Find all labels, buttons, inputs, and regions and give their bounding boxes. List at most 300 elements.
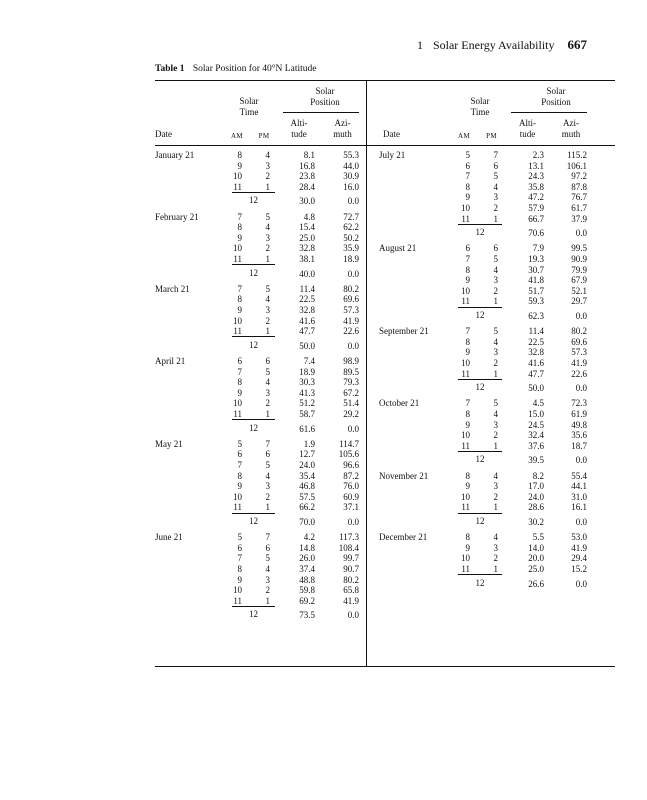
- altitude-value: 59.3: [528, 296, 544, 307]
- azimuth-value: 18.9: [343, 254, 359, 264]
- solar-time-header-line1: Solar: [239, 96, 259, 106]
- noon-separator-rule: [458, 224, 502, 225]
- altitude-value: 15.4: [299, 222, 315, 233]
- altitude-value: 41.8: [528, 275, 544, 286]
- noon-separator-rule: [458, 379, 502, 380]
- date-cell: October 21: [379, 398, 420, 409]
- am-hour: 10: [233, 491, 242, 502]
- date-header: Date: [383, 129, 400, 139]
- altitude-value: 59.8: [299, 585, 315, 596]
- pm-hour: 2: [265, 315, 270, 326]
- altitude-value: 32.8: [299, 243, 315, 254]
- noon-altitude: 26.6: [528, 578, 544, 589]
- azimuth-value: 72.3: [571, 398, 587, 409]
- noon-altitude: 39.5: [528, 455, 544, 466]
- altitude-header-line2: tude: [519, 129, 536, 139]
- azimuth-value: 61.9: [571, 409, 587, 419]
- noon-azimuth: 0.0: [575, 228, 587, 239]
- pm-hour: 5: [493, 171, 498, 182]
- noon-separator-rule: [232, 264, 275, 265]
- azimuth-value: 51.4: [343, 398, 359, 409]
- azimuth-value: 80.2: [343, 574, 359, 585]
- azimuth-value: 105.6: [338, 449, 359, 460]
- altitude-value: 4.2: [303, 532, 315, 543]
- pm-hour: 3: [265, 574, 270, 585]
- altitude-value: 32.8: [299, 305, 315, 315]
- altitude-value: 20.0: [528, 553, 544, 564]
- pm-hour: 1: [265, 181, 270, 192]
- pm-hour: 3: [265, 481, 270, 492]
- table-top-rule: [155, 80, 615, 81]
- pm-hour: 3: [265, 232, 270, 243]
- pm-hour: 4: [265, 150, 270, 160]
- noon-azimuth: 0.0: [575, 517, 587, 527]
- noon-separator-rule: [458, 513, 502, 514]
- azimuth-value: 57.3: [343, 305, 359, 315]
- altitude-value: 30.3: [299, 377, 315, 388]
- pm-hour: 2: [493, 553, 498, 564]
- altitude-value: 17.0: [528, 481, 544, 492]
- azimuth-value: 22.6: [571, 368, 587, 379]
- am-hour: 9: [465, 275, 470, 286]
- pm-hour: 1: [265, 502, 270, 513]
- pm-hour: 4: [265, 470, 270, 481]
- am-hour: 7: [465, 398, 470, 409]
- altitude-value: 2.3: [532, 150, 544, 160]
- am-hour: 7: [237, 211, 242, 222]
- date-cell: May 21: [155, 438, 183, 449]
- am-hour: 10: [461, 285, 470, 296]
- am-hour: 9: [237, 160, 242, 171]
- altitude-value: 51.7: [528, 285, 544, 296]
- am-hour: 9: [237, 305, 242, 315]
- pm-hour: 1: [493, 440, 498, 451]
- azimuth-value: 22.6: [343, 326, 359, 337]
- pm-hour: 2: [493, 491, 498, 502]
- am-hour: 11: [461, 564, 470, 574]
- azimuth-value: 44.0: [343, 160, 359, 171]
- noon-altitude: 50.0: [299, 340, 315, 351]
- pm-hour: 1: [493, 296, 498, 307]
- altitude-value: 46.8: [299, 481, 315, 492]
- noon-hour: 12: [249, 609, 258, 620]
- altitude-value: 11.4: [528, 326, 544, 337]
- noon-separator-rule: [232, 419, 275, 420]
- date-cell: January 21: [155, 150, 195, 160]
- azimuth-value: 76.7: [571, 192, 587, 203]
- altitude-value: 4.5: [532, 398, 544, 409]
- am-hour: 6: [237, 449, 242, 460]
- azimuth-value: 90.7: [343, 564, 359, 574]
- azimuth-value: 99.7: [343, 553, 359, 564]
- altitude-value: 41.6: [528, 358, 544, 368]
- azimuth-value: 35.9: [343, 243, 359, 254]
- noon-hour: 12: [249, 267, 258, 278]
- pm-hour: 7: [493, 150, 498, 160]
- altitude-value: 48.8: [299, 574, 315, 585]
- altitude-value: 13.1: [528, 160, 544, 171]
- pm-hour: 2: [493, 430, 498, 441]
- altitude-value: 37.6: [528, 440, 544, 451]
- noon-azimuth: 0.0: [347, 340, 359, 351]
- am-hour: 10: [233, 171, 242, 182]
- noon-azimuth: 0.0: [575, 578, 587, 589]
- azimuth-header-line2: muth: [333, 129, 352, 139]
- azimuth-value: 16.1: [571, 502, 587, 513]
- altitude-value: 14.0: [528, 542, 544, 553]
- azimuth-value: 29.2: [343, 409, 359, 419]
- noon-altitude: 40.0: [299, 268, 315, 279]
- pm-hour: 4: [493, 470, 498, 481]
- altitude-value: 24.0: [528, 491, 544, 502]
- noon-separator-rule: [232, 336, 275, 337]
- pm-hour: 1: [493, 502, 498, 513]
- am-hour: 6: [465, 160, 470, 171]
- am-hour: 7: [237, 553, 242, 564]
- am-hour: 11: [461, 440, 470, 451]
- azimuth-value: 87.2: [343, 470, 359, 481]
- pm-hour: 4: [265, 377, 270, 388]
- pm-hour: 2: [265, 171, 270, 182]
- pm-hour: 3: [493, 275, 498, 286]
- altitude-value: 7.9: [532, 243, 544, 254]
- azimuth-value: 29.7: [571, 296, 587, 307]
- altitude-value: 28.6: [528, 502, 544, 513]
- date-cell: March 21: [155, 283, 190, 294]
- pm-hour: 3: [265, 305, 270, 315]
- altitude-value: 57.5: [299, 491, 315, 502]
- altitude-value: 35.8: [528, 181, 544, 192]
- noon-hour: 12: [475, 454, 485, 465]
- am-hour: 10: [233, 243, 242, 254]
- pm-hour: 1: [493, 213, 498, 224]
- azimuth-value: 80.2: [343, 283, 359, 294]
- pm-hour: 2: [493, 358, 498, 368]
- table-label: Table 1: [155, 64, 185, 74]
- date-cell: June 21: [155, 532, 183, 543]
- pm-hour: 4: [493, 409, 498, 419]
- am-hour: 9: [237, 387, 242, 398]
- noon-separator-rule: [458, 307, 502, 308]
- azimuth-value: 18.7: [571, 440, 587, 451]
- am-hour: 9: [237, 232, 242, 243]
- noon-azimuth: 0.0: [575, 311, 587, 321]
- altitude-value: 1.9: [303, 438, 315, 449]
- pm-hour: 4: [265, 294, 270, 305]
- am-hour: 9: [465, 192, 470, 203]
- pm-hour: 4: [493, 181, 498, 192]
- noon-altitude: 70.0: [299, 517, 315, 527]
- am-hour: 6: [237, 356, 242, 366]
- pm-hour: 5: [265, 366, 270, 377]
- am-hour: 11: [233, 326, 242, 337]
- altitude-value: 38.1: [299, 254, 315, 264]
- altitude-value: 41.3: [299, 387, 315, 398]
- am-hour: 9: [465, 419, 470, 430]
- altitude-value: 7.4: [303, 356, 315, 366]
- azimuth-value: 52.1: [571, 285, 587, 296]
- pm-hour: 3: [265, 387, 270, 398]
- noon-azimuth: 0.0: [347, 517, 359, 527]
- azimuth-value: 79.9: [571, 264, 587, 275]
- pm-hour: 5: [265, 553, 270, 564]
- altitude-value: 69.2: [299, 595, 315, 606]
- altitude-value: 24.5: [528, 419, 544, 430]
- pm-header: PM: [486, 132, 497, 140]
- pm-hour: 6: [493, 243, 498, 254]
- am-hour: 10: [461, 553, 470, 564]
- azimuth-value: 31.0: [571, 491, 587, 502]
- noon-azimuth: 0.0: [347, 196, 359, 207]
- noon-altitude: 30.2: [528, 517, 544, 527]
- date-cell: September 21: [379, 326, 429, 337]
- noon-separator-rule: [232, 513, 275, 514]
- azimuth-value: 80.2: [571, 326, 587, 337]
- azimuth-value: 69.6: [343, 294, 359, 305]
- azimuth-value: 99.5: [571, 243, 587, 254]
- altitude-value: 47.7: [528, 368, 544, 379]
- pm-hour: 1: [493, 368, 498, 379]
- azimuth-header-line1: Azi-: [563, 118, 579, 128]
- date-cell: August 21: [379, 243, 417, 254]
- pm-hour: 1: [493, 564, 498, 574]
- noon-separator-rule: [232, 192, 275, 193]
- azimuth-value: 37.1: [343, 502, 359, 513]
- azimuth-value: 76.0: [343, 481, 359, 492]
- altitude-value: 16.8: [299, 160, 315, 171]
- azimuth-value: 87.8: [571, 181, 587, 192]
- noon-separator-rule: [458, 451, 502, 452]
- altitude-value: 18.9: [299, 366, 315, 377]
- pm-hour: 5: [493, 326, 498, 337]
- table-bottom-rule: [155, 666, 615, 667]
- solar-time-header-line2: Time: [470, 107, 490, 117]
- am-hour: 11: [461, 368, 470, 379]
- am-hour: 11: [461, 296, 470, 307]
- am-hour: 10: [233, 315, 242, 326]
- azimuth-value: 108.4: [338, 542, 359, 553]
- azimuth-value: 41.9: [343, 315, 359, 326]
- pm-hour: 6: [265, 356, 270, 366]
- altitude-header-line1: Alti-: [290, 118, 308, 128]
- altitude-value: 30.7: [528, 264, 544, 275]
- am-hour: 10: [233, 398, 242, 409]
- noon-azimuth: 0.0: [575, 383, 587, 394]
- am-hour: 9: [237, 481, 242, 492]
- pm-hour: 4: [265, 564, 270, 574]
- azimuth-value: 65.8: [343, 585, 359, 596]
- altitude-value: 8.1: [303, 150, 315, 160]
- noon-separator-rule: [458, 574, 502, 575]
- date-cell: November 21: [379, 470, 429, 481]
- noon-hour: 12: [249, 195, 258, 206]
- azimuth-value: 37.9: [571, 213, 587, 224]
- altitude-value: 12.7: [299, 449, 315, 460]
- azimuth-value: 115.2: [567, 150, 587, 160]
- azimuth-value: 67.9: [571, 275, 587, 286]
- pm-header: PM: [258, 132, 270, 140]
- noon-altitude: 50.0: [528, 383, 544, 394]
- pm-hour: 6: [493, 160, 498, 171]
- am-hour: 5: [237, 438, 242, 449]
- altitude-value: 22.5: [528, 336, 544, 347]
- solar-position-header-line2: Position: [541, 97, 571, 107]
- date-cell: December 21: [379, 532, 428, 543]
- pm-hour: 5: [493, 398, 498, 409]
- am-hour: 8: [237, 294, 242, 305]
- page-number: 667: [567, 37, 587, 52]
- azimuth-value: 72.7: [343, 211, 359, 222]
- solar-time-header-line1: Solar: [470, 96, 490, 106]
- noon-azimuth: 0.0: [575, 455, 587, 466]
- pm-hour: 2: [265, 243, 270, 254]
- pm-hour: 2: [493, 285, 498, 296]
- altitude-value: 24.0: [299, 460, 315, 470]
- azimuth-value: 89.5: [343, 366, 359, 377]
- am-hour: 7: [465, 326, 470, 337]
- pm-hour: 2: [265, 398, 270, 409]
- azimuth-header-line1: Azi-: [334, 118, 351, 128]
- am-hour: 8: [465, 264, 470, 275]
- am-hour: 11: [233, 595, 242, 606]
- pm-hour: 5: [265, 460, 270, 470]
- noon-hour: 12: [249, 339, 258, 350]
- running-head: [417, 37, 587, 53]
- azimuth-header-line2: muth: [561, 129, 581, 139]
- altitude-value: 57.9: [528, 203, 544, 213]
- altitude-value: 11.4: [299, 283, 315, 294]
- noon-azimuth: 0.0: [347, 268, 359, 279]
- azimuth-value: 117.3: [339, 532, 359, 543]
- pm-hour: 7: [265, 438, 270, 449]
- altitude-value: 26.0: [299, 553, 315, 564]
- azimuth-value: 114.7: [339, 438, 359, 449]
- am-hour: 10: [461, 203, 470, 213]
- pm-hour: 6: [265, 449, 270, 460]
- altitude-value: 28.4: [299, 181, 315, 192]
- am-hour: 11: [233, 254, 242, 264]
- solar-position-header-line2: Position: [310, 97, 340, 107]
- am-hour: 8: [237, 222, 242, 233]
- am-hour: 5: [237, 532, 242, 543]
- table-title: Solar Position for 40°N Latitude: [192, 64, 317, 74]
- date-header: Date: [155, 129, 172, 139]
- pm-hour: 3: [493, 192, 498, 203]
- am-hour: 8: [237, 377, 242, 388]
- azimuth-value: 50.2: [343, 232, 359, 243]
- am-hour: 10: [461, 358, 470, 368]
- azimuth-value: 57.3: [571, 347, 587, 358]
- pm-hour: 5: [493, 254, 498, 264]
- table-header-rule: [155, 145, 615, 146]
- am-hour: 6: [465, 243, 470, 254]
- altitude-value: 19.3: [528, 254, 544, 264]
- noon-azimuth: 0.0: [347, 423, 359, 434]
- pm-hour: 2: [493, 203, 498, 213]
- altitude-value: 25.0: [299, 232, 315, 243]
- azimuth-value: 29.4: [571, 553, 587, 564]
- am-hour: 11: [461, 502, 470, 513]
- altitude-value: 25.0: [528, 564, 544, 574]
- altitude-value: 66.2: [299, 502, 315, 513]
- am-header: AM: [458, 132, 470, 140]
- am-header: AM: [231, 132, 243, 140]
- am-hour: 10: [461, 430, 470, 441]
- solar-position-underline: [511, 112, 587, 113]
- solar-time-header-line2: Time: [239, 107, 259, 117]
- altitude-value: 66.7: [528, 213, 544, 224]
- pm-hour: 3: [493, 347, 498, 358]
- am-hour: 9: [465, 347, 470, 358]
- altitude-value: 47.7: [299, 326, 315, 337]
- azimuth-value: 53.0: [571, 532, 587, 543]
- altitude-value: 15.0: [528, 409, 544, 419]
- am-hour: 8: [465, 409, 470, 419]
- pm-hour: 1: [265, 595, 270, 606]
- chapter-number: 1: [416, 38, 423, 52]
- noon-hour: 12: [249, 422, 258, 433]
- am-hour: 11: [233, 181, 242, 192]
- am-hour: 7: [465, 254, 470, 264]
- am-hour: 10: [233, 585, 242, 596]
- altitude-header-line1: Alti-: [519, 118, 536, 128]
- am-hour: 9: [465, 481, 470, 492]
- azimuth-value: 16.0: [343, 181, 359, 192]
- altitude-value: 47.2: [528, 192, 544, 203]
- noon-azimuth: 0.0: [347, 610, 359, 621]
- noon-altitude: 62.3: [528, 311, 544, 321]
- chapter-title: Solar Energy Availability: [432, 38, 555, 52]
- am-hour: 7: [237, 460, 242, 470]
- noon-altitude: 30.0: [299, 196, 315, 207]
- am-hour: 8: [237, 564, 242, 574]
- altitude-value: 5.5: [532, 532, 544, 543]
- noon-altitude: 61.6: [299, 423, 315, 434]
- pm-hour: 1: [265, 409, 270, 419]
- pm-hour: 4: [493, 264, 498, 275]
- altitude-value: 51.2: [299, 398, 315, 409]
- pm-hour: 2: [265, 491, 270, 502]
- pm-hour: 3: [493, 419, 498, 430]
- noon-hour: 12: [249, 516, 258, 526]
- azimuth-value: 79.3: [343, 377, 359, 388]
- am-hour: 8: [465, 532, 470, 543]
- pm-hour: 1: [265, 254, 270, 264]
- pm-hour: 7: [265, 532, 270, 543]
- am-hour: 8: [237, 470, 242, 481]
- azimuth-value: 61.7: [571, 203, 587, 213]
- altitude-value: 23.8: [299, 171, 315, 182]
- am-hour: 9: [237, 574, 242, 585]
- azimuth-value: 44.1: [571, 481, 587, 492]
- pm-hour: 6: [265, 542, 270, 553]
- solar-position-header-line1: Solar: [315, 86, 335, 96]
- pm-hour: 4: [265, 222, 270, 233]
- azimuth-value: 97.2: [571, 171, 587, 182]
- noon-altitude: 73.5: [299, 610, 315, 621]
- am-hour: 5: [465, 150, 470, 160]
- am-hour: 7: [237, 283, 242, 294]
- am-hour: 11: [233, 409, 242, 419]
- date-cell: July 21: [379, 150, 406, 160]
- azimuth-value: 15.2: [571, 564, 587, 574]
- table-caption: [155, 64, 316, 74]
- altitude-value: 58.7: [299, 409, 315, 419]
- pm-hour: 3: [265, 160, 270, 171]
- pm-hour: 3: [493, 481, 498, 492]
- am-hour: 8: [465, 336, 470, 347]
- pm-hour: 4: [493, 532, 498, 543]
